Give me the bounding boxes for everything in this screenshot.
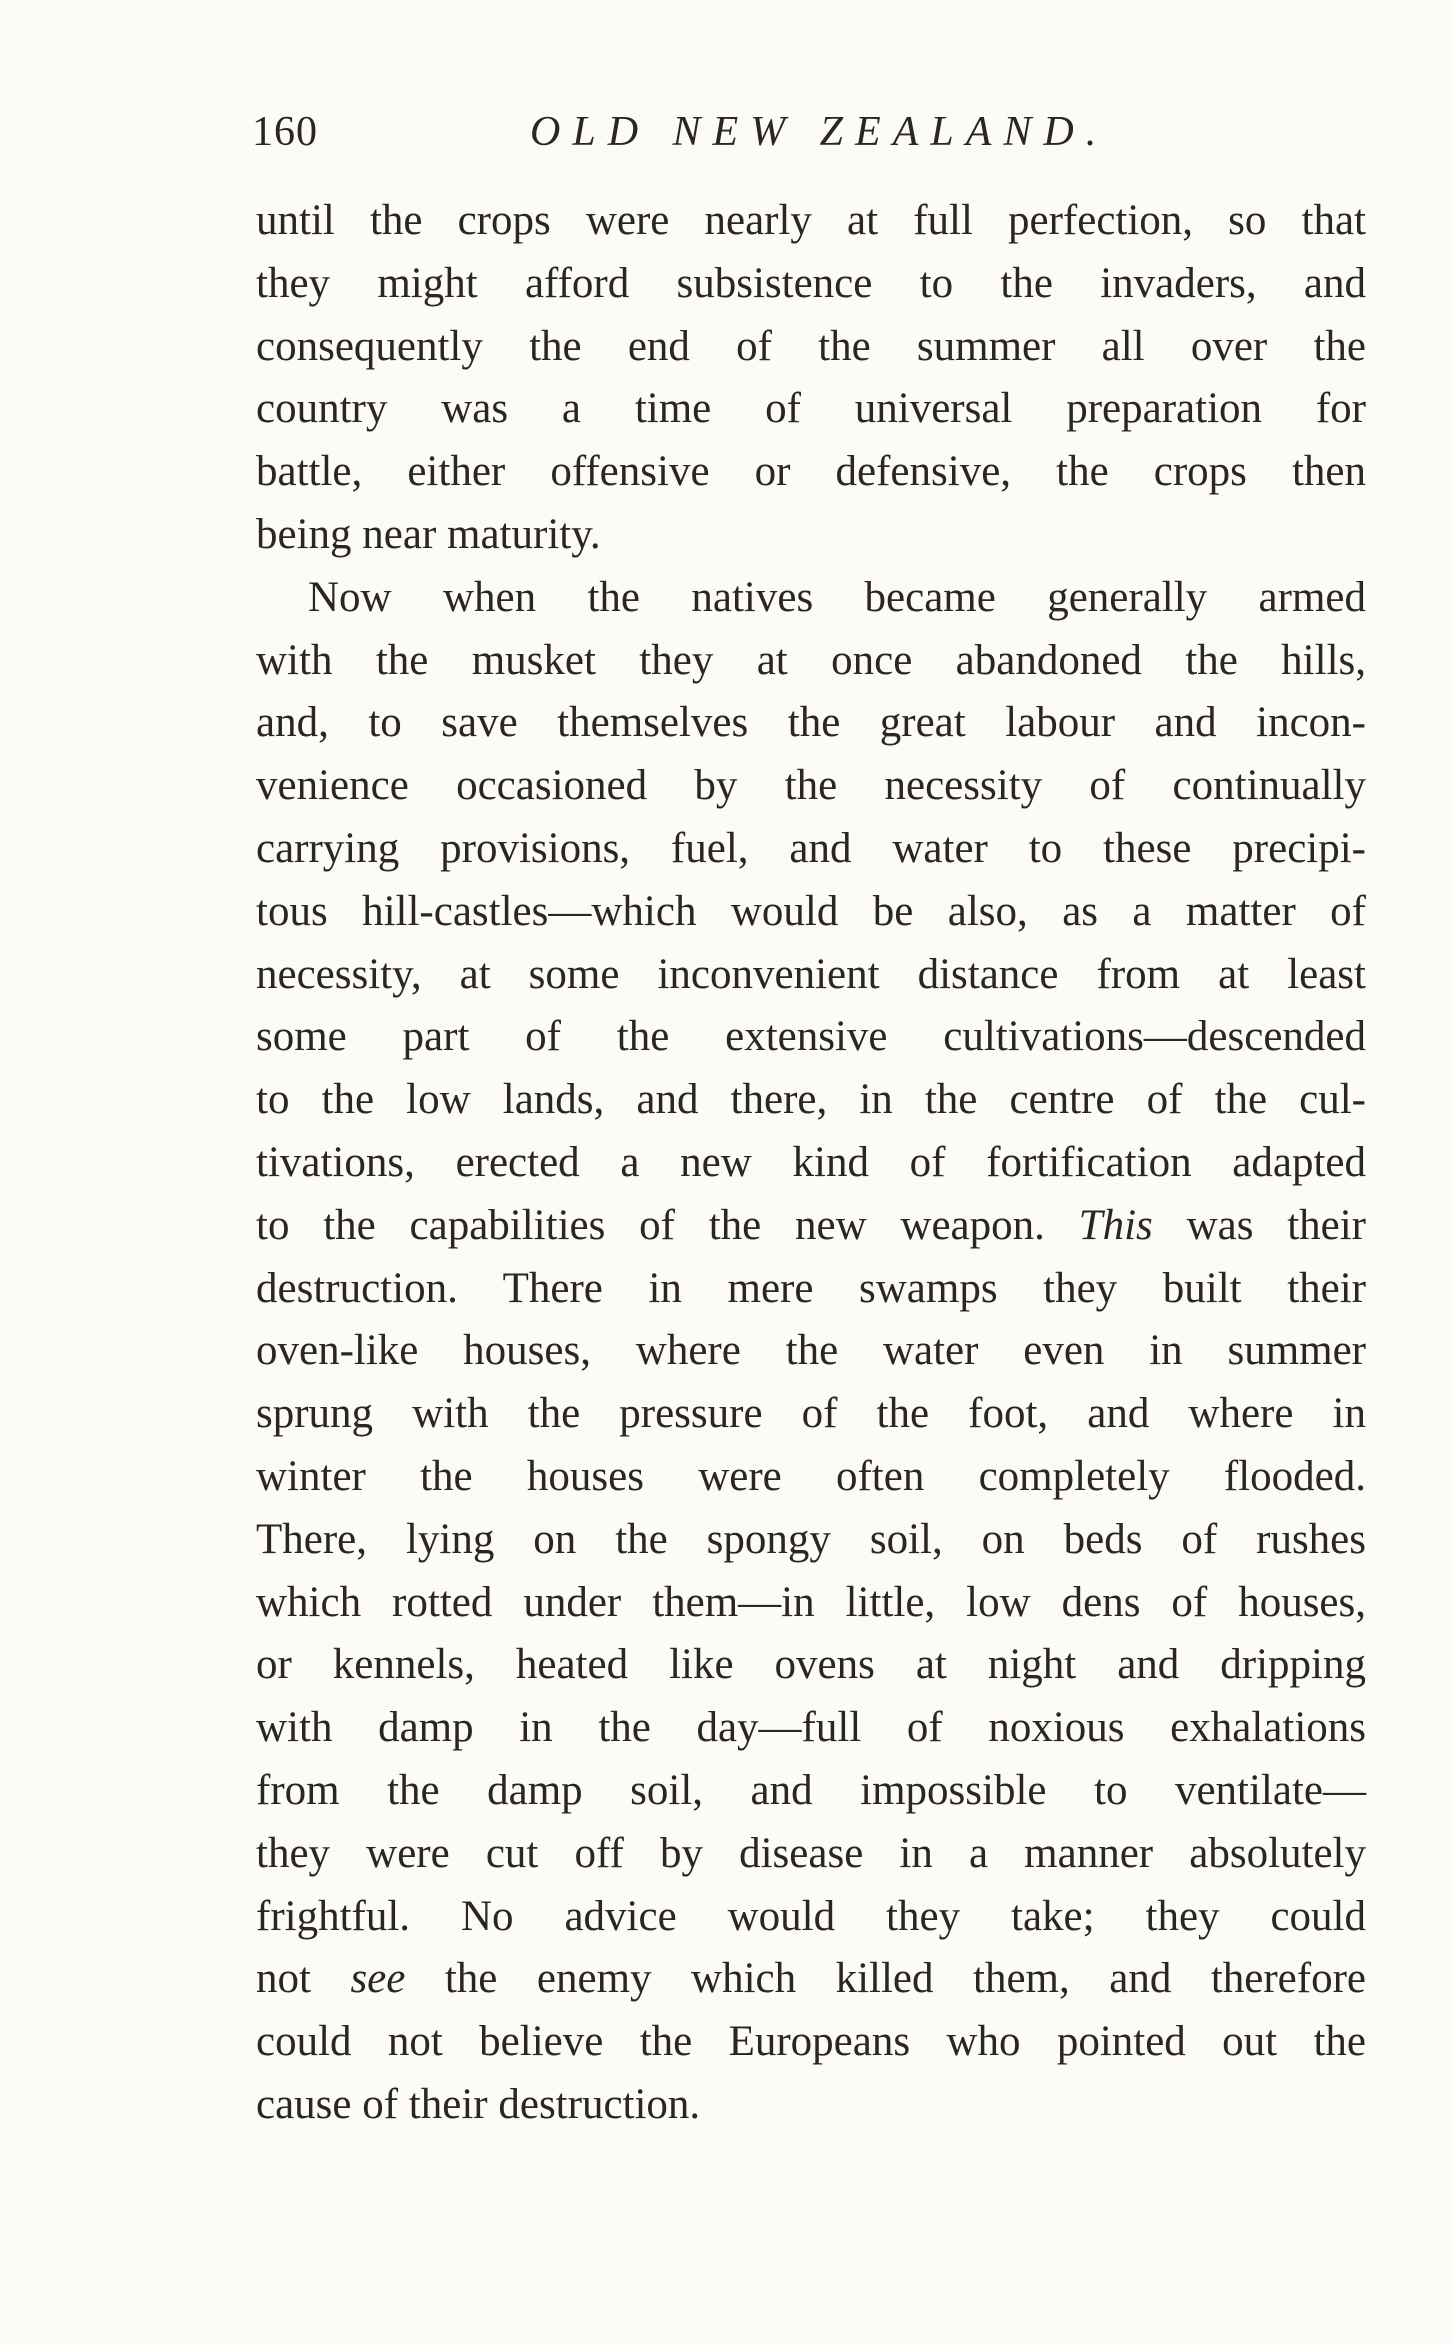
text-line: they might afford subsistence to the invaders, and <box>256 259 1366 307</box>
body-text <box>256 190 1366 2137</box>
text-line: oven-like houses, where the water even in summer <box>256 1327 1366 1375</box>
text-segment: not <box>256 1955 311 2003</box>
text-line: with the musket they at once abandoned the hills, <box>256 636 1366 684</box>
text-line-with-italic <box>256 1195 1366 1258</box>
text-line: being near maturity. <box>256 510 601 558</box>
text-line: to the low lands, and there, in the centre of the cul- <box>256 1076 1366 1124</box>
text-line: frightful. No advice would they take; they could <box>256 1892 1366 1940</box>
text-line: tous hill-castles—which would be also, as a matter of <box>256 887 1366 935</box>
text-line: winter the houses were often completely flooded. <box>256 1452 1366 1500</box>
text-line: they were cut off by disease in a manner absolutely <box>256 1829 1366 1877</box>
text-line: or kennels, heated like ovens at night and dripping <box>256 1641 1366 1689</box>
text-line: There, lying on the spongy soil, on beds of rushes <box>256 1515 1366 1563</box>
paragraph-2 <box>256 567 1366 2137</box>
text-line: sprung with the pressure of the foot, and where in <box>256 1390 1366 1438</box>
text-line: consequently the end of the summer all over the <box>256 322 1366 370</box>
italic-word: see <box>350 1955 406 2003</box>
text-line: cause of their destruction. <box>256 2080 701 2128</box>
text-line: battle, either offensive or defensive, the crops then <box>256 448 1366 496</box>
text-line: could not believe the Europeans who pointed out the <box>256 2018 1366 2066</box>
text-segment: was their <box>1186 1201 1367 1249</box>
paragraph-1 <box>256 190 1366 567</box>
page-number: 160 <box>252 109 318 155</box>
text-line: until the crops were nearly at full perfection, so that <box>256 197 1366 244</box>
text-segment: the enemy which killed them, and therefore <box>444 1955 1366 2003</box>
text-line-with-italic <box>256 1948 1366 2011</box>
text-line: country was a time of universal preparation for <box>256 385 1366 433</box>
text-line: destruction. There in mere swamps they built their <box>256 1264 1366 1312</box>
text-line: some part of the extensive cultivations—descended <box>256 1013 1366 1061</box>
text-line: which rotted under them—in little, low dens of houses, <box>256 1578 1366 1626</box>
text-line: necessity, at some inconvenient distance from at least <box>256 950 1366 998</box>
text-line: Now when the natives became generally armed <box>308 573 1366 621</box>
text-line: tivations, erected a new kind of fortification adapted <box>256 1138 1366 1186</box>
text-line: venience occasioned by the necessity of continually <box>256 762 1366 810</box>
text-line: from the damp soil, and impossible to ventilate— <box>256 1766 1366 1814</box>
running-head <box>252 108 1352 168</box>
text-segment: to the capabilities of the new weapon. <box>256 1201 1045 1249</box>
running-title: OLD NEW ZEALAND. <box>530 109 1109 155</box>
text-line: with damp in the day—full of noxious exhalations <box>256 1704 1366 1752</box>
italic-word: This <box>1078 1201 1153 1249</box>
text-line: carrying provisions, fuel, and water to these precipi- <box>256 824 1366 872</box>
text-line: and, to save themselves the great labour and incon- <box>256 699 1366 747</box>
